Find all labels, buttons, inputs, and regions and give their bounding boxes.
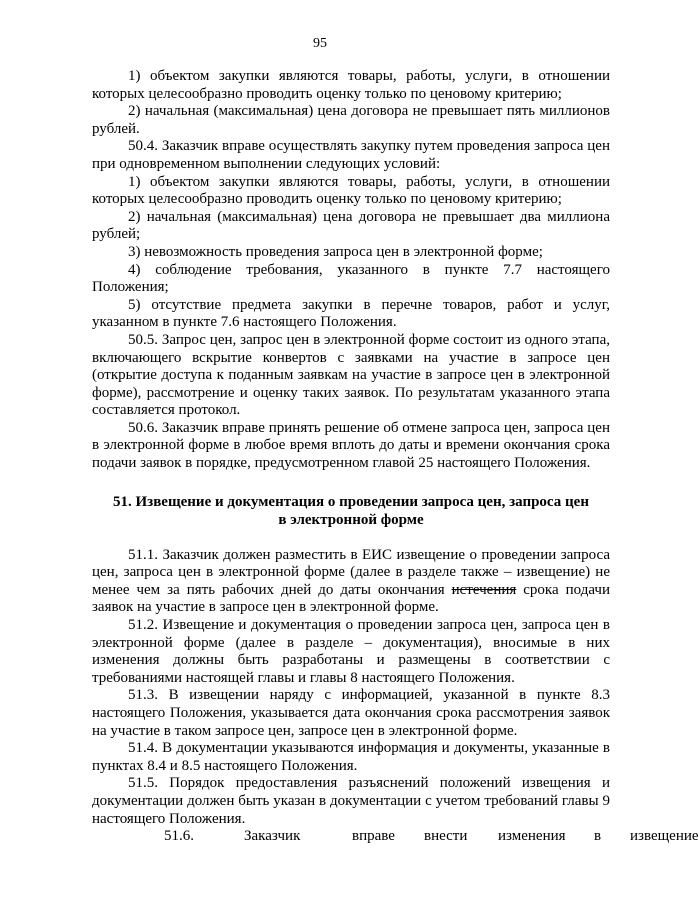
paragraph: 1) объектом закупки являются товары, работы, услуги, в отношении которых целесообразно проводить оценку только по ценовому критерию; bbox=[92, 173, 610, 208]
paragraph: 2) начальная (максимальная) цена договора не превышает два миллиона рублей; bbox=[92, 208, 610, 243]
struck-word: истечения bbox=[451, 581, 517, 598]
paragraph: 5) отсутствие предмета закупки в перечне товаров, работ и услуг, указанном в пункте 7.6 настоящего Положения. bbox=[92, 296, 610, 331]
section-heading-line: в электронной форме bbox=[278, 511, 424, 528]
document-body bbox=[92, 68, 699, 846]
paragraph: 50.6. Заказчик вправе принять решение об отмене запроса цен, запроса цен в электронной форме в любое время вплоть до даты и времени окончания срока подачи заявок в порядке, предусмотренном главой 25 настоящего Положения. bbox=[92, 419, 610, 472]
section-heading-line: 51. Извещение и документация о проведении запроса цен, запроса цен bbox=[113, 493, 589, 510]
word: 51.6. bbox=[164, 828, 194, 845]
page-number: 95 bbox=[313, 36, 327, 51]
paragraph-text: 51.1. Заказчик должен разместить в ЕИС извещение о проведении запроса цен, запроса цен в электронной форме (далее в разделе также – извещение) не менее чем за пять рабочих дней до даты окончания bbox=[92, 546, 610, 598]
paragraph: 51.4. В документации указываются информация и документы, указанные в пунктах 8.4 и 8.5 настоящего Положения. bbox=[92, 740, 610, 774]
section-heading bbox=[92, 493, 610, 529]
word: внести bbox=[424, 828, 468, 845]
paragraph: 50.4. Заказчик вправе осуществлять закупку путем проведения запроса цен при одновременном выполнении следующих условий: bbox=[92, 138, 610, 172]
paragraph: 51.2. Извещение и документация о проведении запроса цен, запроса цен в электронной форме (далее в разделе – документация), вносимые в них изменения должны быть разработаны и размещены в соответствии с требованиями настоящей главы и главы 8 настоящего Положения. bbox=[92, 617, 610, 686]
paragraph: 2) начальная (максимальная) цена договора не превышает пять миллионов рублей. bbox=[92, 103, 610, 137]
word: Заказчик bbox=[244, 828, 301, 845]
paragraph: 51.5. Порядок предоставления разъяснений положений извещения и документации должен быть указан в документации с учетом требований главы 9 настоящего Положения. bbox=[92, 775, 610, 827]
paragraph-51-1 bbox=[92, 547, 610, 617]
word: изменения bbox=[498, 828, 566, 845]
paragraph: 51.3. В извещении наряду с информацией, указанной в пункте 8.3 настоящего Положения, указывается дата окончания срока рассмотрения заявок на участие в таком запросе цен, запросе цен в электронной форме. bbox=[92, 687, 610, 739]
word: извещение bbox=[630, 828, 699, 845]
word: вправе bbox=[352, 828, 395, 845]
paragraph-text: срока подачи заявок на участие в запросе цен в электронной форме. bbox=[92, 581, 610, 616]
paragraph: 50.5. Запрос цен, запрос цен в электронной форме состоит из одного этапа, включающего вскрытие конвертов с заявками на участие в запросе цен (открытие доступа к поданным заявкам на участие в запросе цен в электронной форме), рассмотрение и оценку таких заявок. По результатам указанного этапа составляется протокол. bbox=[92, 331, 610, 419]
paragraph: 4) соблюдение требования, указанного в пункте 7.7 настоящего Положения; bbox=[92, 261, 610, 296]
word: в bbox=[594, 828, 602, 845]
paragraph: 3) невозможность проведения запроса цен в электронной форме; bbox=[128, 243, 543, 260]
paragraph: 1) объектом закупки являются товары, работы, услуги, в отношении которых целесообразно проводить оценку только по ценовому критерию; bbox=[92, 68, 610, 102]
paragraph-51-6-start bbox=[92, 828, 699, 846]
